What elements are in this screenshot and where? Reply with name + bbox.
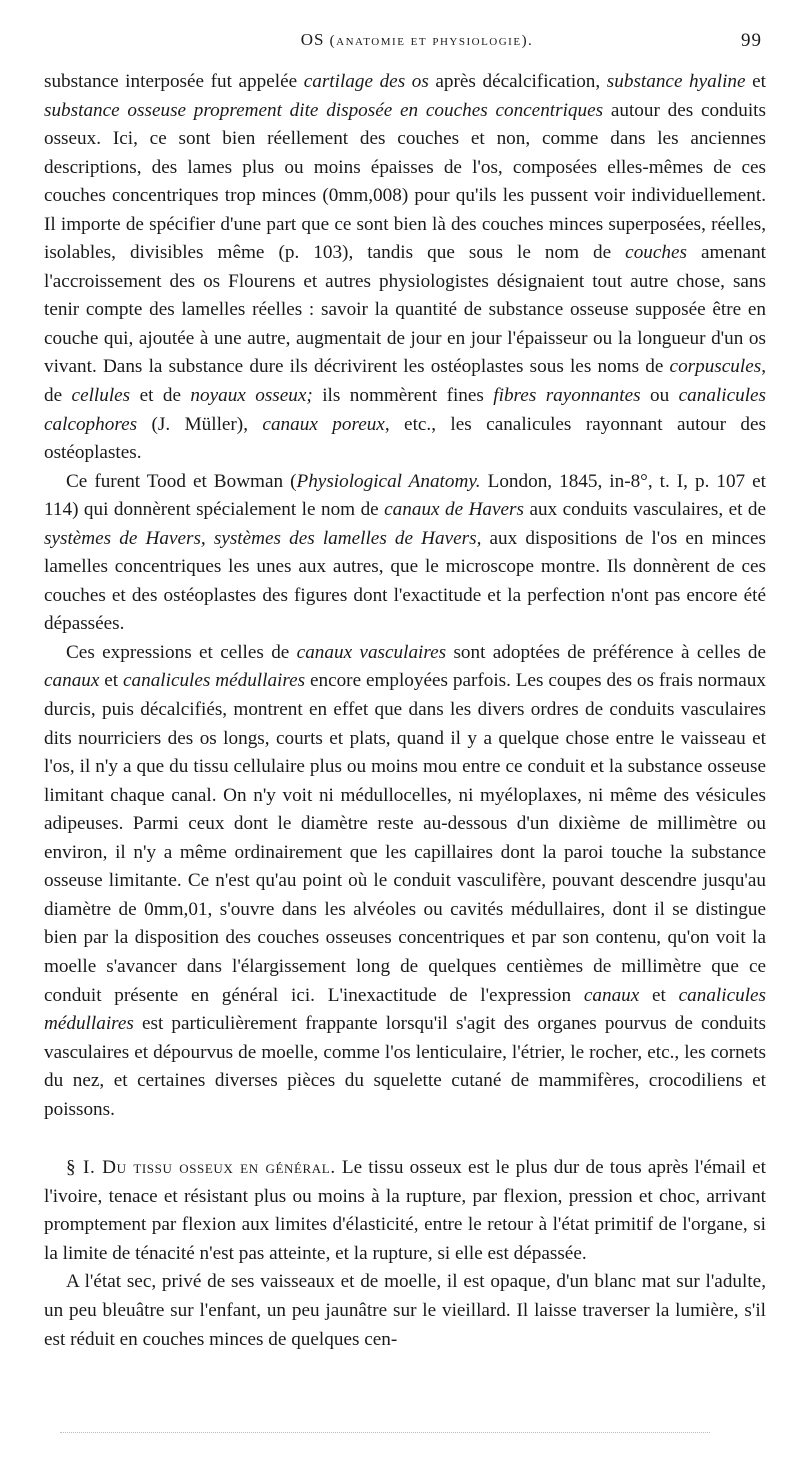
footer-rule [60, 1432, 710, 1433]
paragraph-2: Ce furent Tood et Bowman (Physiological Anatomy. London, 1845, in-8°, t. I, p. 107 et 114) qui donnèrent spécialement le nom de canaux de Havers aux conduits vasculaires, et de systèmes de Havers, systèmes des lamelles de Havers, aux dispositions de l'os en minces lamelles concentriques les unes aux autres, que le microscope montre. Ils donnèrent de ces couches et des ostéoplastes des figures dont l'exactitude et la perfection n'ont pas encore été dépassées. [44, 470, 767, 635]
running-head [44, 30, 766, 60]
paragraph-4: § I. Du tissu osseux en général. Le tissu osseux est le plus dur de tous après l'émail et l'ivoire, tenace et résistant plus ou moins à la rupture, par flexion, pression et choc, arrivant promptement par flexion aux limites d'élasticité, entre le retour à l'état primitif de l'organe, si la limite de ténacité n'est pas atteinte, et la rupture, si elle est dépassée. [44, 1157, 766, 1264]
paragraph-1: substance interposée fut appelée cartilage des os après décalcification, substance hyaline et substance osseuse proprement dite disposée en couches concentriques autour des conduits osseux. Ici, ce sont bien réellement des couches et non, comme dans les anciennes descriptions, des lames plus ou moins épaisses de l'os, composées elles-mêmes de ces couches concentriques trop minces (0mm,008) pour qu'ils les pussent voir individuellement. Il importe de spécifier d'une part que ce sont bien là des couches minces superposées, réelles, isolables, divisibles même (p. 103), tandis que sous le nom de couches amenant l'accroissement des os Flourens et autres physiologistes désignaient tout autre chose, sans tenir compte des lamelles réelles : savoir la quantité de substance osseuse supposée être en couche qui, ajoutée à une autre, augmentait de jour en jour l'épaisseur ou la longueur d'un os vivant. Dans la substance dure ils décrivirent les ostéoplastes sous les noms de corpuscules, de cellules et de noyaux osseux; ils nommèrent fines fibres rayonnantes ou canalicules calcophores (J. Müller), canaux poreux, etc., les canalicules rayonnant autour des ostéoplastes. [44, 71, 767, 464]
paragraph-5: A l'état sec, privé de ses vaisseaux et de moelle, il est opaque, d'un blanc mat sur l'adulte, un peu bleuâtre sur l'enfant, un peu jaunâtre sur le vieillard. Il laisse traverser la lumière, s'il est réduit en couches minces de quelques cen- [44, 1271, 766, 1350]
page-number: 99 [741, 30, 762, 51]
running-title: OS (anatomie et physiologie). [300, 30, 534, 49]
section-heading: § I. Du tissu osseux en général. [66, 1157, 336, 1179]
body-text [44, 68, 766, 1354]
paragraph-3: Ces expressions et celles de canaux vasculaires sont adoptées de préférence à celles de canaux et canalicules médullaires encore employées parfois. Les coupes des os frais normaux durcis, puis décalcifiés, montrent en effet que dans les divers ordres de conduits vasculaires dits nourriciers des os longs, courts et plats, quand il y a quelque chose entre le vaisseau et l'os, il n'y a que du tissu cellulaire plus ou moins mou entre ce conduit et la substance osseuse limitant chaque canal. On n'y voit ni médullocelles, ni myéloplaxes, ni même des vésicules adipeuses. Parmi ceux dont le diamètre reste au-dessous d'un dixième de millimètre ou environ, il n'y a même ordinairement que les capillaires dont la paroi touche la substance osseuse limitante. Ce n'est qu'au point où le conduit vasculifère, pouvant descendre jusqu'au diamètre de 0mm,01, s'ouvre dans les alvéoles ou cavités médullaires, dont il se distingue bien par la disposition des couches osseuses concentriques et par son contenu, qu'on voit la moelle s'avancer dans l'élargissement long de quelques centièmes de millimètre que ce conduit présente en général ici. L'inexactitude de l'expression canaux et canalicules médullaires est particulièrement frappante lorsqu'il s'agit des organes pourvus de conduits vasculaires et dépourvus de moelle, comme l'os lenticulaire, l'étrier, le rocher, etc., les cornets du nez, et certaines diverses pièces du squelette cutané de mammifères, crocodiliens et poissons. [44, 641, 767, 1120]
